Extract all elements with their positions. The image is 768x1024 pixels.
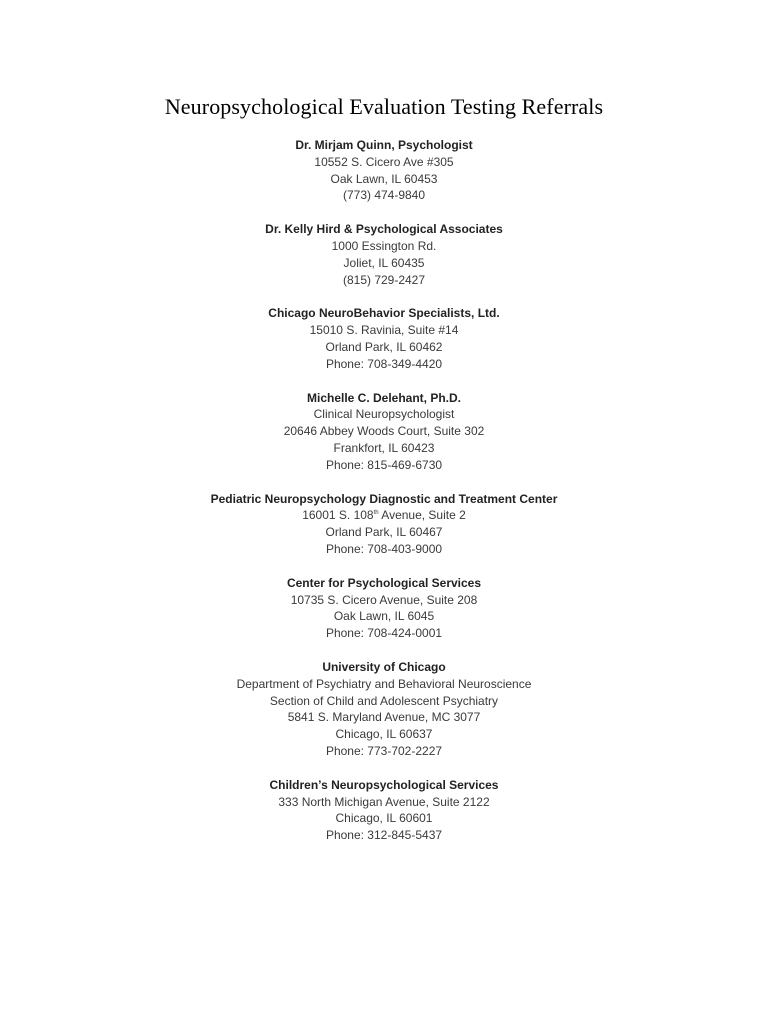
address-line: 1000 Essington Rd.	[331, 238, 437, 253]
provider-name: Michelle C. Delehant, Ph.D.	[306, 390, 462, 405]
address-line: 20646 Abbey Woods Court, Suite 302	[283, 424, 485, 439]
address-line: 10552 S. Cicero Ave #305	[314, 154, 454, 169]
referral-entry	[0, 137, 768, 204]
phone-line: (773) 474-9840	[342, 188, 426, 203]
city-line: Orland Park, IL 60462	[325, 339, 443, 354]
provider-name: University of Chicago	[322, 659, 446, 674]
document-title: Neuropsychological Evaluation Testing Referrals	[164, 94, 604, 119]
provider-name: Dr. Mirjam Quinn, Psychologist	[295, 138, 473, 152]
referral-entry	[0, 575, 768, 642]
section-line: Section of Child and Adolescent Psychiatry	[269, 693, 499, 708]
phone-line: Phone: 708-424-0001	[325, 626, 443, 641]
provider-name: Dr. Kelly Hird & Psychological Associates	[265, 222, 503, 237]
referral-entry	[0, 305, 768, 372]
referral-list	[0, 137, 768, 861]
phone-line: Phone: 773-702-2227	[325, 743, 443, 758]
department-line: Department of Psychiatry and Behavioral Neuroscience	[236, 676, 532, 691]
city-line: Oak Lawn, IL 60453	[330, 171, 438, 186]
phone-line: (815) 729-2427	[342, 272, 426, 287]
city-line: Joliet, IL 60435	[343, 255, 425, 270]
phone-line: Phone: 815-469-6730	[325, 457, 443, 472]
phone-line: Phone: 708-403-9000	[325, 541, 443, 556]
credential-line: Clinical Neuropsychologist	[313, 407, 455, 422]
referral-entry	[0, 659, 768, 760]
referral-entry	[0, 221, 768, 288]
referral-entry	[0, 390, 768, 474]
city-line: Orland Park, IL 60467	[325, 525, 443, 540]
provider-name: Pediatric Neuropsychology Diagnostic and Treatment Center	[210, 491, 558, 506]
address-line: 15010 S. Ravinia, Suite #14	[309, 323, 459, 338]
referral-entry	[0, 777, 768, 844]
provider-name: Chicago NeuroBehavior Specialists, Ltd.	[268, 306, 500, 321]
city-line: Chicago, IL 60637	[335, 727, 433, 742]
address-line: 333 North Michigan Avenue, Suite 2122	[278, 794, 490, 809]
phone-line: Phone: 312-845-5437	[325, 828, 443, 843]
city-line: Oak Lawn, IL 6045	[333, 609, 435, 624]
address-line: 16001 S. 108th Avenue, Suite 2	[302, 508, 466, 523]
phone-line: Phone: 708-349-4420	[325, 356, 443, 371]
city-line: Chicago, IL 60601	[335, 811, 433, 826]
address-line: 5841 S. Maryland Avenue, MC 3077	[287, 710, 481, 725]
city-line: Frankfort, IL 60423	[333, 440, 435, 455]
referral-entry	[0, 491, 768, 558]
provider-name: Center for Psychological Services	[286, 575, 482, 590]
provider-name: Children’s Neuropsychological Services	[269, 777, 499, 792]
address-line: 10735 S. Cicero Avenue, Suite 208	[290, 592, 478, 607]
